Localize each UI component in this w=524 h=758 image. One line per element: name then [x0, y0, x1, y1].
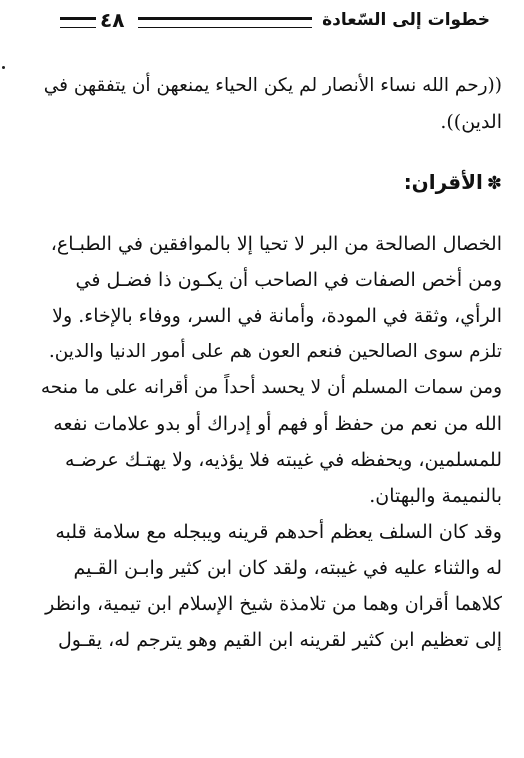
- text-line: وقد كان السلف يعظم أحدهم قرينه ويبجله مع سلامة قلبه: [55, 521, 502, 543]
- text-line: الرأي، وثقة في المودة، وأمانة في السر، ووفاء بالإخاء. ولا: [52, 305, 502, 327]
- text-line: ومن أخص الصفات في الصاحب أن يكـون ذا فضـل في: [75, 269, 502, 291]
- body-text: [40, 226, 502, 658]
- section-heading: [404, 170, 502, 194]
- text-line: ومن سمات المسلم أن لا يحسد أحداً من أقرانه على ما منحه: [40, 377, 502, 398]
- section-heading-text: الأقران:: [403, 170, 483, 194]
- text-line: بالنميمة والبهتان.: [369, 485, 502, 507]
- book-title: خطوات إلى السّعادة: [322, 10, 490, 30]
- header-rule-left: [60, 17, 96, 28]
- header-rule: [138, 17, 312, 28]
- text-line: الله من نعم من حفظ أو فهم أو إدراك أو بدو علامات نفعه: [53, 413, 502, 435]
- star-icon: ✽: [486, 173, 502, 194]
- text-line: الخصال الصالحة من البر لا تحيا إلا بالموافقين في الطبـاع،: [50, 233, 502, 255]
- text-line: الدين)).: [440, 111, 502, 133]
- margin-mark: [2, 66, 5, 69]
- intro-paragraph: [40, 68, 502, 140]
- text-line: كلاهما أقران وهما من تلامذة شيخ الإسلام ابن تيمية، وانظر: [45, 593, 502, 615]
- page-number: ٤٨: [100, 8, 125, 32]
- text-line: للمسلمين، ويحفظه في غيبته فلا يؤذيه، ولا يهتـك عرضـه: [65, 449, 502, 471]
- running-header: [60, 8, 490, 36]
- text-line: له والثناء عليه في غيبته، ولقد كان ابن كثير وابـن القـيم: [73, 557, 502, 579]
- text-line: تلزم سوى الصالحين فنعم العون هم على أمور الدنيا والدين.: [48, 341, 502, 362]
- text-line: إلى تعظيم ابن كثير لقرينه ابن القيم وهو يترجم له، يقـول: [57, 629, 502, 651]
- text-line: ((رحم الله نساء الأنصار لم يكن الحياء يمنعهن أن يتفقهن في: [43, 75, 502, 96]
